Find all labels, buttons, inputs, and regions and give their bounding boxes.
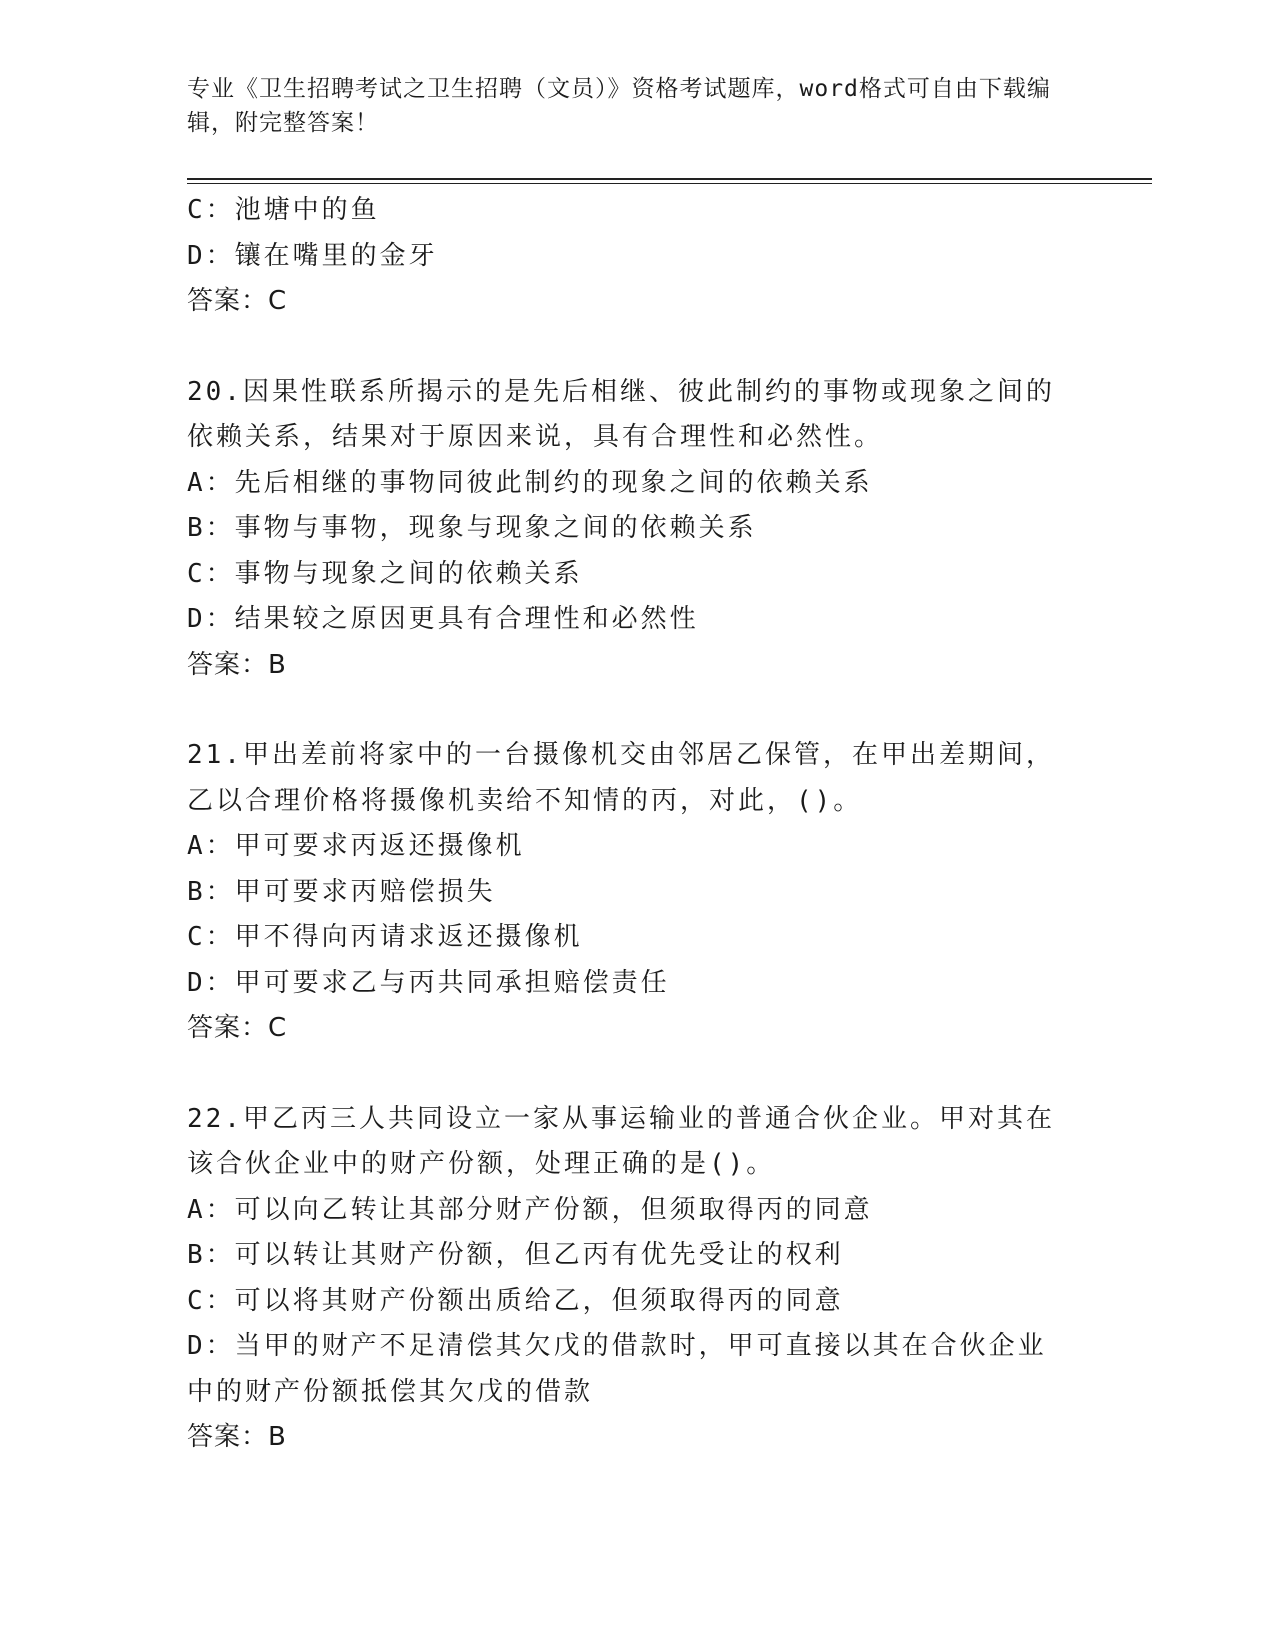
option-d: D：结果较之原因更具有合理性和必然性 <box>187 604 699 634</box>
question-22 <box>187 1097 1067 1461</box>
header-rule-thick <box>187 178 1152 180</box>
answer-line: 答案：B <box>187 1422 287 1452</box>
header-rule-thin <box>187 183 1152 184</box>
option-d: D：甲可要求乙与丙共同承担赔偿责任 <box>187 967 670 998</box>
option-b: B：可以转让其财产份额，但乙丙有优先受让的权利 <box>187 1240 844 1270</box>
option-d: D：镶在嘴里的金牙 <box>187 240 438 271</box>
question-stem: 22.甲乙丙三人共同设立一家从事运输业的普通合伙企业。甲对其在该合伙企业中的财产份额，处理正确的是()。 <box>187 1103 1055 1179</box>
option-a: A：先后相继的事物同彼此制约的现象之间的依赖关系 <box>187 467 873 498</box>
question-20 <box>187 370 1067 689</box>
answer-line: 答案：C <box>187 286 288 316</box>
question-stem: 21.甲出差前将家中的一台摄像机交由邻居乙保管，在甲出差期间，乙以合理价格将摄像机卖给不知情的丙，对此，()。 <box>187 740 1055 816</box>
option-b: B：事物与事物，现象与现象之间的依赖关系 <box>187 513 757 543</box>
option-c: C：事物与现象之间的依赖关系 <box>187 558 583 589</box>
option-a: A：甲可要求丙返还摄像机 <box>187 831 525 861</box>
question-list <box>187 188 1067 1461</box>
option-c: C：池塘中的鱼 <box>187 195 380 225</box>
option-c: C：甲不得向丙请求返还摄像机 <box>187 922 583 952</box>
partial-question-19 <box>187 188 1067 325</box>
answer-line: 答案：B <box>187 649 287 680</box>
option-c: C：可以将其财产份额出质给乙，但须取得丙的同意 <box>187 1285 844 1316</box>
option-d: D：当甲的财产不足清偿其欠戊的借款时，甲可直接以其在合伙企业中的财产份额抵偿其欠戊的借款 <box>187 1331 1047 1407</box>
answer-line: 答案：C <box>187 1013 288 1043</box>
question-stem: 20.因果性联系所揭示的是先后相继、彼此制约的事物或现象之间的依赖关系，结果对于原因来说，具有合理性和必然性。 <box>187 376 1055 452</box>
option-a: A：可以向乙转让其部分财产份额，但须取得丙的同意 <box>187 1194 873 1225</box>
option-b: B：甲可要求丙赔偿损失 <box>187 876 496 907</box>
document-header: 专业《卫生招聘考试之卫生招聘（文员）》资格考试题库，word格式可自由下载编辑，附完整答案！ <box>187 76 1051 136</box>
question-21 <box>187 733 1067 1052</box>
